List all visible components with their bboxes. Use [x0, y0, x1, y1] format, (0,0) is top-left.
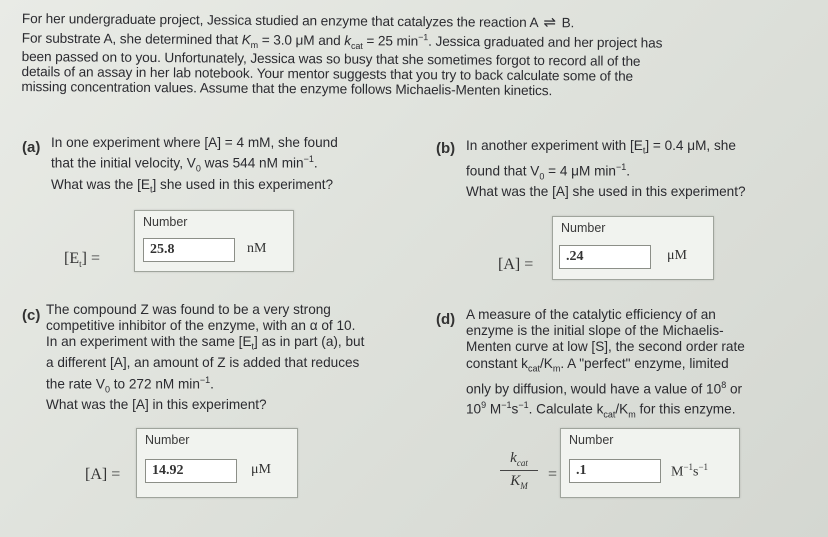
text-span: the rate V [46, 376, 105, 392]
intro-text: . Jessica graduated and her project has [428, 33, 663, 51]
superscript: −1 [199, 374, 211, 385]
superscript: −1 [683, 462, 694, 472]
question-text-line: a different [A], an amount of Z is added that reduces [46, 355, 360, 371]
answer-d-fraction [500, 450, 538, 491]
question-a-text [51, 135, 421, 198]
answer-c-input[interactable]: 14.92 [145, 459, 237, 483]
text-span: ] as in part (a), but [254, 334, 365, 350]
answer-b-variable: [A] = [498, 256, 534, 273]
question-b-text [466, 138, 806, 201]
intro-text: = 25 min [362, 32, 419, 49]
answer-a-variable [64, 250, 100, 269]
subscript: cat [527, 363, 540, 374]
answer-a-number-panel [134, 210, 294, 272]
superscript: 9 [481, 400, 487, 411]
kcat-symbol: k [344, 32, 352, 48]
kcat-subscript: cat [350, 40, 363, 51]
subscript: M [520, 481, 528, 491]
question-text-line [46, 334, 426, 355]
text-span: was 544 nM min [200, 155, 304, 171]
reaction-arrow-icon: ⇌ [543, 14, 556, 32]
question-d-text [466, 307, 816, 423]
subscript: m [628, 409, 636, 420]
km-subscript: m [250, 39, 259, 50]
fraction-bar [500, 470, 538, 471]
intro-text: B. [561, 15, 575, 31]
question-text-line: What was the [A] in this experiment? [46, 396, 267, 412]
question-text-line [466, 377, 816, 398]
text-span: or [726, 381, 743, 397]
question-text-line [466, 397, 816, 422]
text-span: k [510, 450, 517, 466]
text-span: . [626, 163, 631, 179]
text-span: s [511, 401, 519, 417]
answer-a-unit: nM [247, 241, 267, 256]
text-span: . Calculate k [528, 401, 604, 417]
subscript: m [552, 363, 561, 374]
text-span: to 272 nM min [109, 376, 200, 392]
question-text-line: What was the [A] she used in this experiment? [466, 184, 746, 200]
answer-b-unit: μM [667, 248, 687, 263]
question-text-line: A measure of the catalytic efficiency of an [466, 307, 716, 322]
subscript: cat [603, 409, 616, 420]
intro-paragraph [21, 12, 812, 100]
question-b-label: (b) [436, 140, 456, 157]
text-span: that the initial velocity, V [51, 155, 196, 171]
answer-b-input[interactable]: .24 [559, 245, 651, 269]
text-span: In an experiment with the same [E [46, 334, 252, 350]
number-label: Number [569, 433, 614, 447]
fraction-numerator [500, 450, 538, 468]
text-span: ] = [81, 250, 100, 267]
text-span: ] she used in this experiment? [152, 176, 334, 192]
text-span: . [313, 155, 318, 171]
text-span: [E [64, 250, 80, 267]
superscript: −1 [418, 31, 429, 42]
question-text-line [46, 372, 426, 397]
subscript: cat [516, 458, 528, 468]
subscript: 0 [539, 171, 545, 182]
text-span: What was the [E [51, 176, 150, 192]
text-span: ] = 0.4 μM, she [645, 138, 736, 153]
question-text-line: enzyme is the initial slope of the Michaelis- [466, 323, 724, 339]
superscript: −1 [303, 154, 314, 165]
number-label: Number [143, 215, 188, 229]
question-text-line: The compound Z was found to be a very strong [46, 302, 331, 317]
question-text-line [466, 138, 806, 159]
answer-d-number-panel [560, 428, 740, 498]
answer-d-unit [671, 462, 708, 481]
answer-d-equals: = [548, 466, 558, 483]
question-c-label: (c) [22, 307, 41, 324]
question-text-line [51, 151, 421, 176]
subscript: 0 [195, 163, 201, 174]
superscript: −1 [698, 462, 709, 472]
superscript: −1 [501, 400, 512, 411]
intro-text: = 3.0 μM and [258, 31, 345, 48]
subscript: t [149, 184, 153, 195]
question-text-line [466, 159, 806, 184]
intro-line-4: details of an assay in her lab notebook. Your mentor suggests that you try to back calculate some of the [21, 64, 634, 84]
text-span: for this enzyme. [635, 401, 736, 417]
question-d-label: (d) [436, 311, 456, 328]
subscript: t [642, 145, 646, 156]
answer-c-variable: [A] = [85, 466, 121, 483]
text-span: . [210, 376, 214, 392]
text-span: K [510, 473, 521, 489]
subscript: t [251, 342, 255, 353]
question-a-label: (a) [22, 139, 41, 156]
answer-b-number-panel [552, 216, 714, 280]
text-span: M [671, 464, 684, 480]
answer-c-unit: μM [251, 462, 271, 477]
intro-line-3: been passed on to you. Unfortunately, Jessica was so busy that she sometimes forgot to record all of the [21, 49, 641, 70]
subscript: t [79, 259, 82, 270]
question-text-line [51, 177, 421, 198]
superscript: −1 [616, 161, 627, 172]
answer-a-input[interactable]: 25.8 [143, 238, 235, 262]
text-span: M [486, 401, 502, 417]
superscript: −1 [518, 400, 529, 411]
text-span: . A "perfect" enzyme, limited [560, 355, 729, 371]
text-span: constant k [466, 355, 528, 371]
text-span: s [693, 464, 699, 480]
question-text-line [466, 356, 816, 377]
number-label: Number [145, 433, 190, 447]
text-span: = 4 μM min [544, 163, 616, 179]
answer-d-input[interactable]: .1 [569, 459, 661, 483]
km-symbol: K [241, 31, 251, 47]
intro-text: For substrate A, she determined that [21, 30, 242, 47]
text-span: /K [615, 401, 629, 417]
fraction-denominator [500, 473, 538, 491]
superscript: 8 [721, 379, 727, 390]
question-text-line: Menten curve at low [S], the second order rate [466, 339, 745, 355]
text-span: found that V [466, 163, 540, 179]
number-label: Number [561, 221, 606, 235]
question-text-line: competitive inhibitor of the enzyme, with an α of 10. [46, 318, 356, 334]
question-text-line: In one experiment where [A] = 4 mM, she found [51, 135, 338, 150]
question-c-text [46, 302, 426, 413]
intro-line-5: missing concentration values. Assume that the enzyme follows Michaelis-Menten kinetics. [21, 78, 553, 98]
text-span: 10 [466, 401, 482, 417]
text-span: only by diffusion, would have a value of 10 [466, 381, 722, 397]
text-span: In another experiment with [E [466, 138, 643, 153]
text-span: /K [539, 355, 553, 371]
answer-c-number-panel [136, 428, 298, 498]
subscript: 0 [104, 383, 110, 394]
intro-text: For her undergraduate project, Jessica studied an enzyme that catalyzes the reaction A [21, 11, 538, 31]
